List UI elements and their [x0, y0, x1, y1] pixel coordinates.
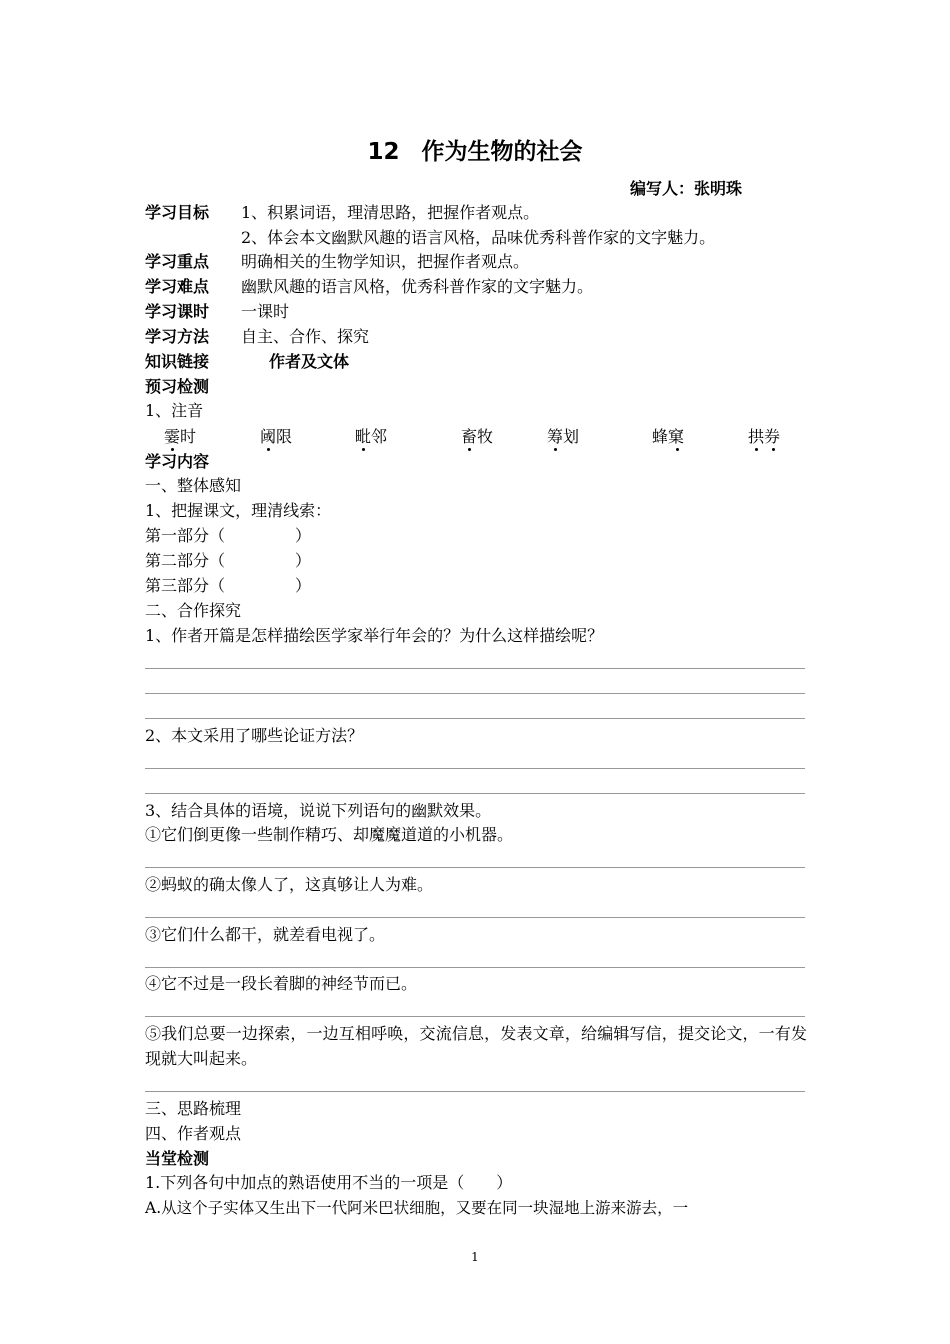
meta-label: 学习难点: [145, 277, 210, 296]
meta-label: 学习重点: [145, 252, 210, 271]
meta-label: 学习目标: [145, 203, 210, 222]
sentence-5: ⑤我们总要一边探索，一边互相呼唤，交流信息，发表文章，给编辑写信，提交论文，一有发现就大叫起来。: [145, 1024, 807, 1068]
answer-line: [145, 793, 805, 794]
answer-line: [145, 693, 805, 694]
pinyin-word: 毗邻: [355, 427, 388, 446]
page-number: 1: [471, 1250, 479, 1264]
sentence-2: ②蚂蚁的确太像人了，这真够让人为难。: [145, 875, 434, 894]
pinyin-question: 1、注音: [145, 401, 204, 420]
emphasis-dot: [468, 448, 471, 451]
pinyin-word: 霎时: [164, 427, 197, 446]
pinyin-word: 筹划: [547, 427, 580, 446]
pinyin-word: 拱券: [748, 427, 781, 446]
sentence-4: ④它不过是一段长着脚的神经节而已。: [145, 974, 418, 993]
preview-heading: 预习检测: [145, 377, 210, 396]
answer-line: [145, 917, 805, 918]
meta-row-focus: [145, 252, 529, 272]
meta-value: 自主、合作、探究: [241, 327, 370, 346]
test-question-1: 1.下列各句中加点的熟语使用不当的一项是（ ）: [145, 1173, 513, 1192]
answer-line: [145, 768, 805, 769]
meta-label: 学习方法: [145, 327, 210, 346]
answer-line: [145, 867, 805, 868]
emphasis-dot: [171, 448, 174, 451]
part-three: 第三部分（ ）: [145, 576, 312, 595]
answer-line: [145, 718, 805, 719]
test-heading: 当堂检测: [145, 1149, 210, 1168]
meta-row-difficulty: [145, 277, 593, 297]
pinyin-word: 畜牧: [461, 427, 494, 446]
meta-row-hours: [145, 302, 289, 322]
answer-line: [145, 1091, 805, 1092]
author-line: 编写人：张明珠: [630, 179, 743, 198]
meta-value: 作者及文体: [269, 352, 350, 371]
answer-line: [145, 668, 805, 669]
pinyin-word: 阈限: [260, 427, 293, 446]
emphasis-dot: [362, 448, 365, 451]
emphasis-dot: [267, 448, 270, 451]
emphasis-dot: [755, 448, 758, 451]
test-option-a: A.从这个子实体又生出下一代阿米巴状细胞，又要在同一块湿地上游来游去，一: [145, 1199, 689, 1217]
pinyin-word: 蜂窠: [652, 427, 685, 446]
sentence-3: ③它们什么都干，就差看电视了。: [145, 925, 386, 944]
part-one: 第一部分（ ）: [145, 526, 312, 545]
emphasis-dot: [772, 448, 775, 451]
pinyin-word-row: [0, 424, 950, 454]
emphasis-dot: [676, 448, 679, 451]
meta-row-goals-2: 2、体会本文幽默风趣的语言风格，品味优秀科普作家的文字魅力。: [241, 228, 716, 247]
meta-value: 1、积累词语，理清思路，把握作者观点。: [241, 203, 540, 222]
meta-label: 学习课时: [145, 302, 210, 321]
section-overall: 一、整体感知: [145, 476, 242, 495]
section-outline: 三、思路梳理: [145, 1099, 242, 1118]
part-two: 第二部分（ ）: [145, 551, 312, 570]
meta-label: 知识链接: [145, 352, 210, 371]
meta-row-method: [145, 327, 369, 347]
answer-line: [145, 967, 805, 968]
question-1: 1、作者开篇是怎样描绘医学家举行年会的？为什么这样描绘呢？: [145, 626, 604, 645]
clue-question: 1、把握课文，理清线索：: [145, 501, 332, 520]
meta-value: 幽默风趣的语言风格，优秀科普作家的文字魅力。: [241, 277, 594, 296]
meta-row-goals: [145, 203, 539, 223]
page-title: [0, 133, 950, 166]
section-viewpoint: 四、作者观点: [145, 1124, 242, 1143]
content-heading: 学习内容: [145, 452, 210, 471]
lesson-title: 作为生物的社会: [421, 139, 583, 165]
sentence-1: ①它们倒更像一些制作精巧、却魔魔道道的小机器。: [145, 825, 514, 844]
meta-value: 一课时: [241, 302, 290, 321]
lesson-number: 12: [367, 139, 400, 165]
emphasis-dot: [554, 448, 557, 451]
meta-row-knowledge: [145, 352, 349, 372]
question-3: 3、结合具体的语境，说说下列语句的幽默效果。: [145, 801, 492, 820]
question-2: 2、本文采用了哪些论证方法？: [145, 726, 364, 745]
meta-value: 明确相关的生物学知识，把握作者观点。: [241, 252, 530, 271]
answer-line: [145, 1016, 805, 1017]
section-cooperate: 二、合作探究: [145, 601, 242, 620]
